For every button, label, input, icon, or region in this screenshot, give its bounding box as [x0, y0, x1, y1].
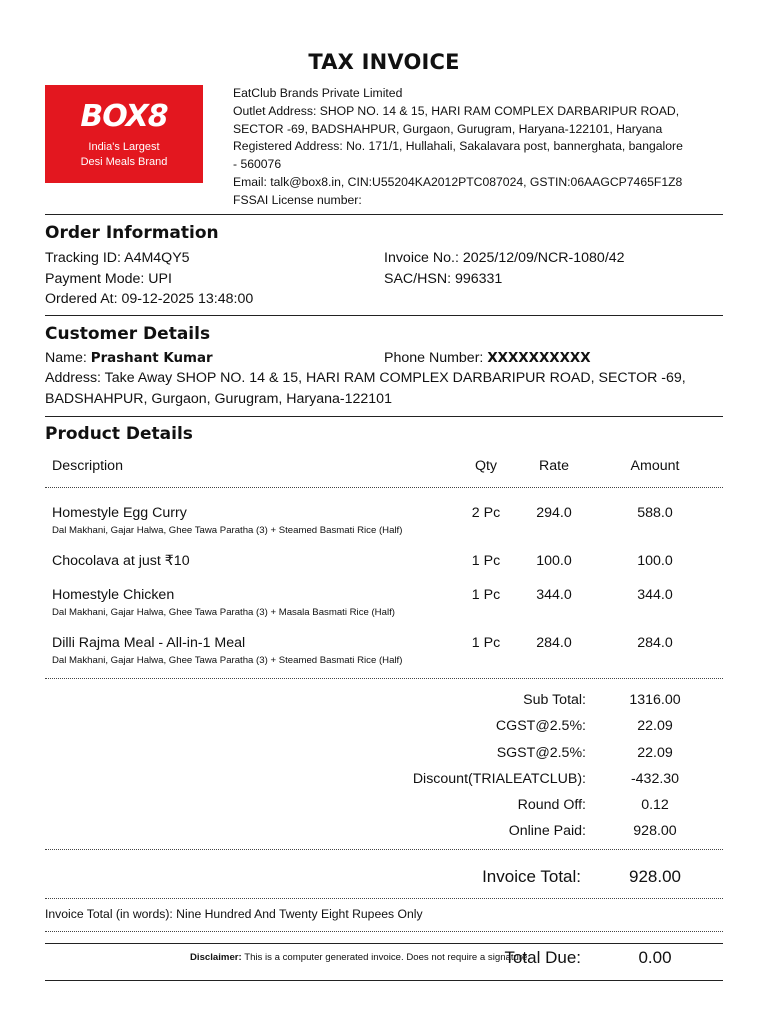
item-desc: Dal Makhani, Gajar Halwa, Ghee Tawa Paratha (3) + Steamed Basmati Rice (Half) [52, 655, 403, 666]
customer-name-label: Name: [45, 350, 87, 366]
invoice-total-in-words: Invoice Total (in words): Nine Hundred And Twenty Eight Rupees Only [45, 907, 423, 921]
item-rate: 344.0 [536, 587, 572, 603]
brand-logo [45, 85, 203, 183]
logo-brand-text: BOX8 [80, 99, 168, 134]
sub-total-label: Sub Total: [523, 692, 586, 708]
sgst-value: 22.09 [637, 745, 673, 761]
order-info-heading: Order Information [45, 223, 219, 243]
company-email-line: Email: talk@box8.in, CIN:U55204KA2012PTC087024, GSTIN:06AAGCP7465F1Z8 [233, 174, 683, 189]
invoice-total-value: 928.00 [629, 867, 681, 886]
customer-address-line-2: BADSHAHPUR, Gurgaon, Gurugram, Haryana-122101 [45, 391, 392, 407]
divider [45, 214, 723, 215]
item-qty: 1 Pc [471, 635, 501, 651]
cgst-label: CGST@2.5%: [495, 718, 586, 734]
registered-address-line-2: - 560076 [233, 157, 282, 172]
company-details [233, 85, 733, 210]
invoice-total-label: Invoice Total: [482, 867, 581, 886]
col-rate: Rate [539, 458, 569, 474]
invoice-title: TAX INVOICE [308, 50, 460, 74]
item-amount: 284.0 [637, 635, 673, 651]
col-amount: Amount [630, 458, 680, 474]
outlet-address-line-2: SECTOR -69, BADSHAHPUR, Gurgaon, Gurugram, Haryana-122101, Haryana [233, 121, 663, 136]
ordered-at: Ordered At: 09-12-2025 13:48:00 [45, 291, 254, 307]
discount-value: -432.30 [630, 771, 680, 787]
dotted-divider [45, 487, 723, 488]
tracking-id: Tracking ID: A4M4QY5 [45, 250, 190, 266]
dotted-divider [45, 898, 723, 899]
disclaimer [190, 952, 530, 963]
total-due-label: Total Due: [504, 948, 581, 967]
invoice-number: Invoice No.: 2025/12/09/NCR-1080/42 [384, 250, 625, 266]
payment-mode: Payment Mode: UPI [45, 271, 172, 287]
disclaimer-label: Disclaimer: [190, 952, 242, 963]
divider [45, 980, 723, 981]
cgst-value: 22.09 [637, 718, 673, 734]
phone-label: Phone Number: [384, 350, 484, 366]
item-name: Homestyle Chicken [52, 587, 175, 603]
company-name: EatClub Brands Private Limited [233, 86, 403, 100]
item-name: Chocolava at just ₹10 [52, 553, 190, 569]
online-paid-value: 928.00 [633, 823, 677, 839]
col-description: Description [52, 458, 123, 474]
item-name: Homestyle Egg Curry [52, 505, 187, 521]
sac-hsn: SAC/HSN: 996331 [384, 271, 503, 287]
registered-address-line-1: Registered Address: No. 171/1, Hullahali, Sakalavara post, bannerghata, bangalore [233, 139, 683, 154]
item-qty: 1 Pc [471, 587, 501, 603]
fssai-line: FSSAI License number: [233, 192, 362, 207]
customer-name [45, 350, 213, 366]
divider [45, 315, 723, 316]
online-paid-label: Online Paid: [508, 823, 586, 839]
item-name: Dilli Rajma Meal - All-in-1 Meal [52, 635, 246, 651]
dotted-divider [45, 849, 723, 850]
logo-tagline-1: India's Largest [88, 141, 160, 153]
customer-address-line-1: Address: Take Away SHOP NO. 14 & 15, HARI RAM COMPLEX DARBARIPUR ROAD, SECTOR -69, [45, 370, 686, 386]
customer-details-heading: Customer Details [45, 324, 211, 344]
phone-value: XXXXXXXXXX [487, 351, 591, 366]
disclaimer-text: This is a computer generated invoice. Does not require a signature. [241, 952, 531, 963]
sgst-label: SGST@2.5%: [496, 745, 586, 761]
dotted-divider [45, 678, 723, 679]
col-qty: Qty [474, 458, 498, 474]
item-rate: 284.0 [536, 635, 572, 651]
item-rate: 294.0 [536, 505, 572, 521]
discount-label: Discount(TRIALEATCLUB): [412, 771, 586, 787]
divider [45, 416, 723, 417]
round-off-label: Round Off: [517, 797, 586, 813]
sub-total-value: 1316.00 [629, 692, 681, 708]
item-amount: 100.0 [637, 553, 673, 569]
total-due-value: 0.00 [638, 948, 672, 967]
item-amount: 588.0 [637, 505, 673, 521]
logo-tagline-2: Desi Meals Brand [80, 156, 168, 168]
item-rate: 100.0 [536, 553, 572, 569]
product-details-heading: Product Details [45, 424, 193, 444]
dotted-divider [45, 931, 723, 932]
divider [45, 943, 723, 944]
item-amount: 344.0 [637, 587, 673, 603]
round-off-value: 0.12 [641, 797, 669, 813]
item-desc: Dal Makhani, Gajar Halwa, Ghee Tawa Paratha (3) + Steamed Basmati Rice (Half) [52, 525, 403, 536]
customer-phone [384, 350, 591, 366]
customer-name-value: Prashant Kumar [90, 351, 213, 366]
outlet-address-line-1: Outlet Address: SHOP NO. 14 & 15, HARI RAM COMPLEX DARBARIPUR ROAD, [233, 103, 680, 118]
item-qty: 2 Pc [471, 505, 501, 521]
item-desc: Dal Makhani, Gajar Halwa, Ghee Tawa Paratha (3) + Masala Basmati Rice (Half) [52, 607, 395, 618]
item-qty: 1 Pc [471, 553, 501, 569]
